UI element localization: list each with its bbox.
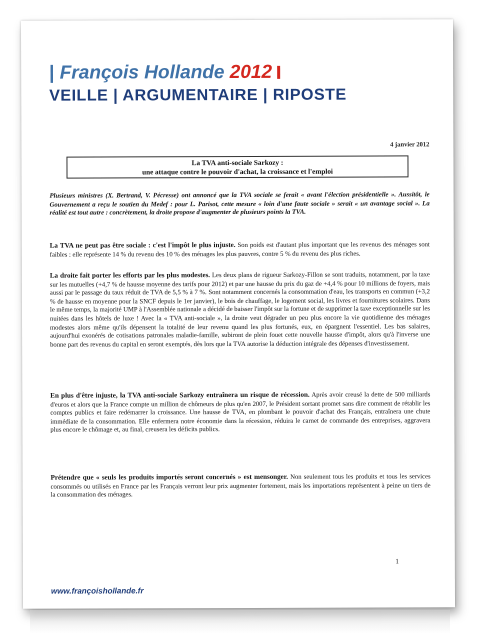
- paragraph-2-lead: La droite fait porter les efforts par les plus modestes.: [49, 271, 211, 280]
- document-title-line2: une attaque contre le pouvoir d'achat, la croissance et l'emploi: [142, 167, 333, 177]
- paragraph-4: [51, 472, 431, 500]
- paragraph-2: [50, 270, 430, 350]
- brand-logo: [49, 62, 280, 85]
- paragraph-2-body: Les deux plans de rigueur Sarkozy-Fillon se sont traduits, notamment, par la taxe sur les mutuelles (+4,7 % de hausse moyenne des tarifs pour 2012) et par une hausse du prix du gaz de +4,4 % pour 10 millions de foyers, mais aussi par le passage du taux réduit de TVA de 5,5 % à 7 %. Sont notamment concernés la consommation d'eau, les transports en commun (+3,2 % de hausse en moyenne pour la SNCF depuis le 1er janvier), le bois de chauffage, le logement social, les livres et fournitures scolaires. Dans le même temps, la majorité UMP à l'Assemblée nationale a décidé de baisser l'impôt sur la fortune et de supprimer la taxe exceptionnelle sur les nuitées dans les hôtels de luxe ! Avec la « TVA anti-sociale », la droite veut dégrader un peu plus encore la vie quotidienne des ménages modestes alors même qu'ils dépensent la totalité de leur revenu quand les plus fortunés, eux, en épargnent l'essentiel. Les bas salaires, aujourd'hui exonérés de cotisations patronales maladie-famille, subiront de plein fouet cette nouvelle hausse d'impôt, alors qu'à l'inverse une bonne part des revenus du capital en seront exemptés, dès lors que la TVA autorise la déduction intégrale des dépenses d'investissement.: [49, 271, 431, 349]
- page-reflection: [30, 610, 450, 634]
- paragraph-4-body: Non seulement tous les produits et tous les services consommés ou utilisés en France par les Français verront leur prix augmenter fortement, mais les importations représentent à peine un tiers de la consommation des ménages.: [50, 473, 431, 499]
- paragraph-1-body: Son poids est d'autant plus important que les revenus des ménages sont faibles : elle représente 14 % du revenu des 10 % des ménages les plus pauvres, contre 5 % du revenu des plus riches.: [49, 241, 430, 259]
- paragraph-1: [50, 240, 430, 260]
- paragraph-4-lead: Prétendre que « seuls les produits importés seront concernés » est mensonger.: [50, 472, 288, 482]
- document-title-line1: La TVA anti-sociale Sarkozy :: [191, 158, 284, 168]
- paragraph-1-lead: La TVA ne peut pas être sociale : c'est l'impôt le plus injuste.: [49, 241, 236, 250]
- brand-accent-mark: [277, 66, 280, 79]
- paragraph-3: [50, 390, 430, 435]
- intro-paragraph: Plusieurs ministres (X. Bertrand, V. Pécresse) ont annoncé que la TVA sociale se ferait « avant l'élection présidentielle ». Aussitôt, le Gouvernement a reçu le soutien du Medef : pour L. Parisot, cette mesure « loin d'une faute sociale » serait « un avantage social ». La réalité est tout autre : concrètement, la droite propose d'augmenter de plusieurs points la TVA.: [49, 191, 430, 217]
- section-title: VEILLE | ARGUMENTAIRE | RIPOSTE: [49, 86, 347, 105]
- page-number: 1: [395, 557, 399, 566]
- website-link[interactable]: www.françoishollande.fr: [50, 586, 144, 596]
- document-date: 4 janvier 2012: [390, 141, 430, 149]
- brand-name: François Hollande: [59, 62, 225, 84]
- document-title-box: [66, 155, 408, 178]
- brand-year: 2012: [229, 61, 273, 84]
- paragraph-3-body: Après avoir creusé la dette de 500 milliards d'euros et alors que la France compte un million de chômeurs de plus qu'en 2007, le Président sortant promet sans dire comment de rétablir les comptes publics et faire redémarrer la croissance. Une hausse de TVA, en plombant le pouvoir d'achat des Français, entraînera une chute immédiate de la consommation. Elle enfermera notre économie dans la récession, réduira le carnet de commande des entreprises, aggravera plus encore le chômage et, au final, creusera les déficits publics.: [50, 391, 431, 435]
- paragraph-3-lead: En plus d'être injuste, la TVA anti-sociale Sarkozy entraînera un risque de récession.: [50, 390, 310, 400]
- brand-bar: |: [49, 62, 55, 84]
- document-page: [21, 19, 455, 609]
